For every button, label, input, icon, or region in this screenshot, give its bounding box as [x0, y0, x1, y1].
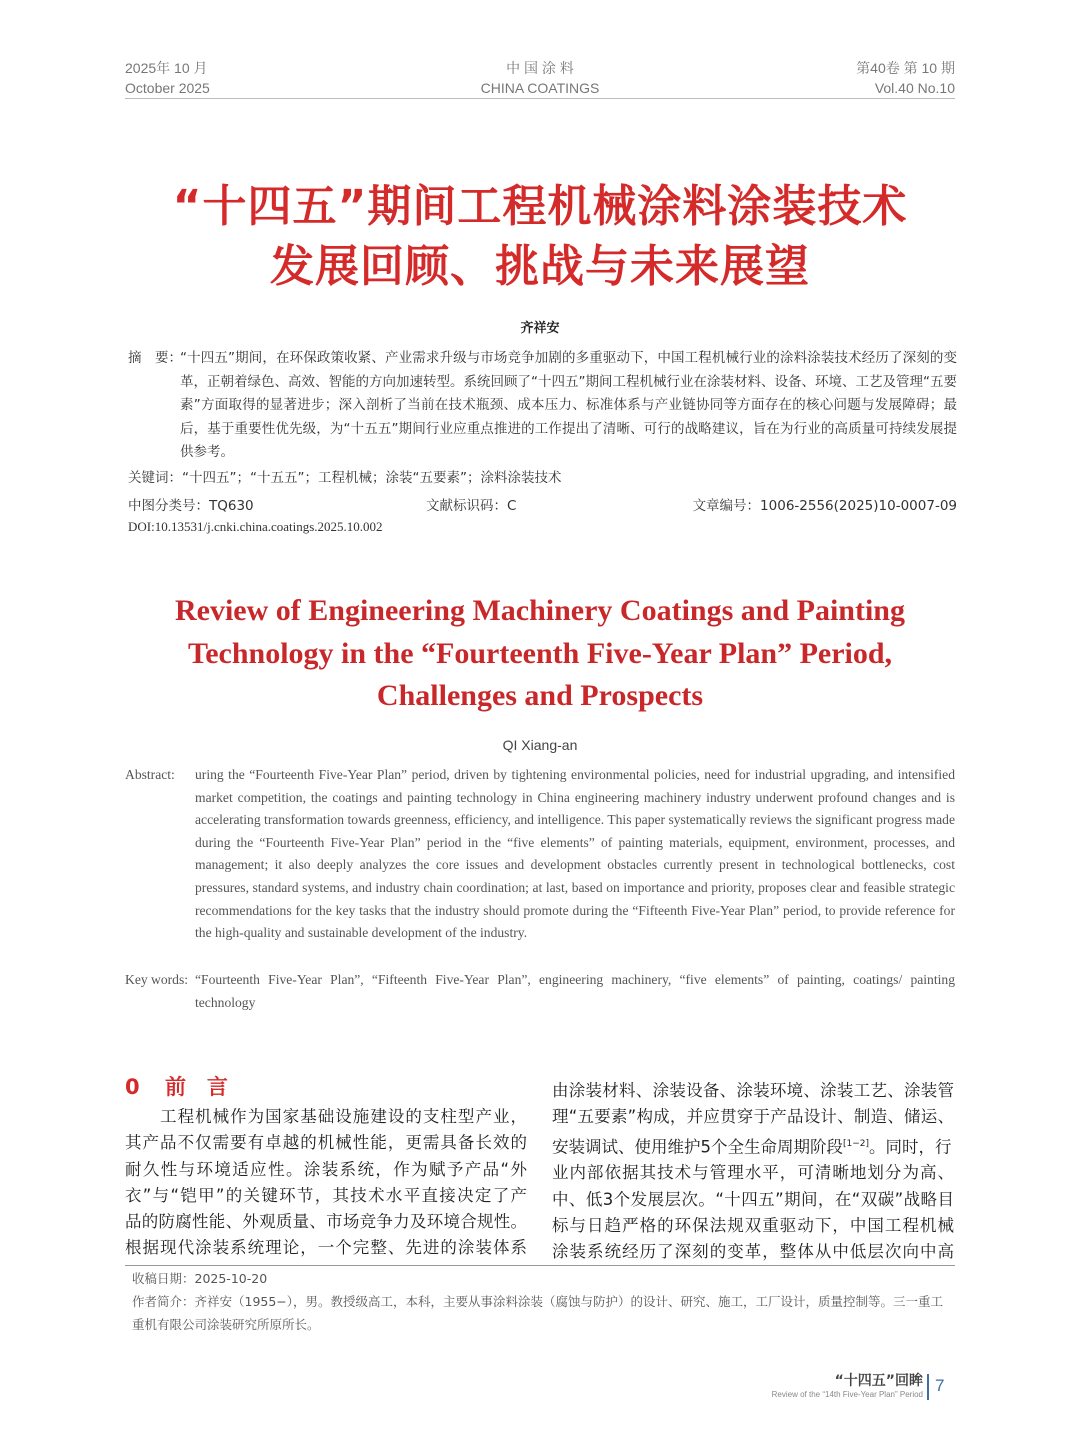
keywords-en-text: “Fourteenth Five-Year Plan”, “Fifteenth Five-Year Plan”, engineering machinery, “five elements” of painting, coatings/ painting technology: [195, 972, 955, 1010]
body-line: 理“五要素”构成，并应贯穿于产品设计、制造、储运、: [552, 1107, 954, 1127]
document-code: 文献标识码：C: [426, 498, 517, 514]
body-text: 。同时，行: [869, 1137, 952, 1157]
body-text: 安装调试、使用维护5个全生命周期阶段: [552, 1137, 843, 1157]
title-en-line: Review of Engineering Machinery Coatings and Painting: [174, 594, 905, 627]
abstract-cn-label: 摘 要：: [128, 350, 182, 366]
title-en: [0, 590, 1080, 718]
issue-cn: 第40卷 第 10 期: [856, 60, 955, 76]
body-line: 涂装系统经历了深刻的变革，整体从中低层次向中高: [552, 1242, 954, 1262]
section-heading: [125, 1071, 228, 1101]
body-line: 衣”与“铠甲”的关键环节，其技术水平直接决定了产: [125, 1185, 527, 1205]
article-number: 文章编号：1006-2556(2025)10-0007-09: [692, 498, 957, 514]
keywords-en-label: Key words:: [125, 972, 189, 987]
doi[interactable]: DOI:10.13531/j.cnki.china.coatings.2025.10.002: [128, 519, 383, 534]
section-title: 前 言: [164, 1075, 228, 1099]
clc-number: 中图分类号：TQ630: [128, 498, 254, 514]
abstract-cn-text: “十四五”期间，在环保政策收紧、产业需求升级与市场竞争加剧的多重驱动下，中国工程机械行业的涂料涂装技术经历了深刻的变革，正朝着绿色、高效、智能的方向加速转型。系统回顾了“十四五”期间工程机械行业在涂装材料、设备、环境、工艺及管理“五要素”方面取得的显著进步；深入剖析了当前在技术瓶颈、成本压力、标准体系与产业链协同等方面存在的核心问题与发展障碍；最后，基于重要性优先级，为“十五五”期间行业应重点推进的工作提出了清晰、可行的战略建议，旨在为行业的高质量可持续发展提供参考。: [180, 350, 957, 460]
section-number: 0: [125, 1075, 140, 1099]
abstract-en-label: Abstract:: [125, 767, 175, 782]
title-en-line: Technology in the “Fourteenth Five-Year Plan” Period,: [187, 636, 893, 670]
keywords-cn: 关键词：“十四五”；“十五五”；工程机械；涂装“五要素”；涂料涂装技术: [128, 470, 562, 486]
journal-name-en: CHINA COATINGS: [480, 80, 600, 96]
header-divider: [125, 98, 955, 99]
footer-divider: [927, 1374, 929, 1400]
body-column-left: [125, 1104, 527, 1262]
header-date-en: October 2025: [125, 80, 210, 96]
abstract-en-text: uring the “Fourteenth Five-Year Plan” period, driven by tightening environmental policies, need for industrial upgrading, and intensified market competition, the coatings and painting technology in China engineering machinery industry underwent profound changes and is accelerating transformation towards greenness, efficiency, and intelligence. This paper systematically reviews the significant progress made during the “Fourteenth Five-Year Plan” period in the “five elements” of painting materials, equipment, environment, processes, and management; it also deeply analyzes the core issues and development obstacles currently present in technological bottlenecks, cost pressures, standard systems, and industry chain coordination; at last, based on importance and priority, proposes clear and feasible strategic recommendations for the key tasks that the industry should promote during the “Fifteenth Five-Year Plan” period, to provide reference for the high-quality and sustainable development of the industry.: [195, 767, 955, 941]
header-date-cn: 2025年 10 月: [125, 60, 208, 76]
body-line: 根据现代涂装系统理论，一个完整、先进的涂装体系: [125, 1238, 527, 1258]
body-line: 品的防腐性能、外观质量、市场竞争力及环境合规性。: [125, 1212, 527, 1232]
body-line: 业内部依据其技术与管理水平，可清晰地划分为高、: [552, 1163, 954, 1183]
body-line: 耐久性与环境适应性。涂装系统，作为赋予产品“外: [125, 1159, 527, 1179]
title-cn-line: “十四五”期间工程机械涂料涂装技术: [172, 181, 908, 232]
footer-column: [772, 1370, 923, 1399]
citation-ref[interactable]: [1−2]: [843, 1138, 870, 1149]
footer-column-cn: “十四五”回眸: [834, 1373, 923, 1389]
title-en-line: Challenges and Prospects: [376, 679, 704, 712]
header-issue: [856, 58, 955, 98]
author-en: QI Xiang-an: [502, 737, 578, 753]
body-line: 工程机械作为国家基础设施建设的支柱型产业，: [125, 1107, 527, 1126]
page-number: 7: [935, 1376, 945, 1395]
received-date: 收稿日期：2025-10-20: [132, 1271, 268, 1286]
title-cn-line: 发展回顾、挑战与未来展望: [270, 241, 810, 292]
body-line: 标与日趋严格的环保法规双重驱动下，中国工程机械: [552, 1215, 954, 1235]
body-line: 由涂装材料、涂装设备、涂装环境、涂装工艺、涂装管: [552, 1081, 954, 1100]
author-cn: 齐祥安: [520, 321, 560, 336]
footer-column-en: Review of the “14th Five-Year Plan” Period: [771, 1390, 923, 1399]
issue-en: Vol.40 No.10: [874, 80, 955, 96]
title-cn: [0, 177, 1080, 297]
body-line: 中、低3个发展层次。“十四五”期间，在“双碳”战略目: [552, 1189, 954, 1209]
footnote-divider: [125, 1265, 955, 1266]
author-bio: 作者简介：齐祥安（1955−），男。教授级高工，本科，主要从事涂料涂装（腐蚀与防护）的设计、研究、施工，工厂设计，质量控制等。三一重工重机有限公司涂装研究所原所长。: [132, 1294, 944, 1332]
body-line: 其产品不仅需要有卓越的机械性能，更需具备长效的: [125, 1133, 527, 1153]
journal-name-cn: 中 国 涂 料: [506, 60, 574, 76]
body-column-right: [552, 1078, 954, 1266]
body-line: [552, 1131, 954, 1161]
